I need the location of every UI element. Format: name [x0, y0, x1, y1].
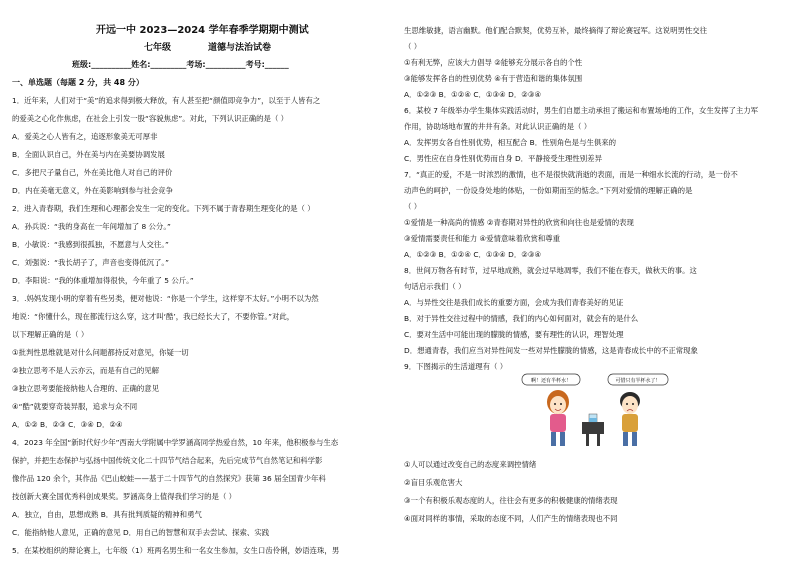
question-text-line: 8．世间万物各有时节，过早地成熟，就会过早地凋零，我们不能在春天，做秋天的事。这	[404, 266, 697, 275]
exam-subject: 道德与法治试卷	[208, 43, 272, 53]
question-text-line: ③独立思考要能接纳他人合理的、正确的意见	[12, 384, 160, 393]
question-text-line: C．要对生活中可能出现的朦胧的情感，要有理性的认识，理智处理	[404, 330, 624, 339]
bubble-left-text: 啊！还有半杯水！	[530, 378, 572, 384]
question-text-line: ③能够发挥各自的性别优势 ④有于营造和谐的集体氛围	[404, 74, 583, 83]
question-text-line: D．内在美毫无意义，外在美影响到参与社会竞争	[12, 186, 173, 195]
question-text-line: C．能指纳他人意见，正确的意见 D．用自己的智慧和双手去尝试、探索、实践	[12, 528, 270, 537]
question-text-line: A．①② B．②③ C．③④ D．②④	[12, 420, 123, 429]
question-text-line: 1．近年来，人们对于“美”的追求得到极大释放，有人甚至把“颜值即竞争力”，以至于人皆有之	[12, 96, 321, 105]
question-text-line: A．①②③ B．①②④ C．①③④ D．②③④	[404, 90, 542, 99]
question-text-line: B．对于异性交往过程中的情感，我们的内心如何面对，就会有的是什么	[404, 314, 639, 323]
question-text-line: 地说：“你懂什么，现在都流行这么穿，这才叫‘酷’，我已经长大了，不要你管。”对此，	[12, 312, 295, 321]
question-text-line: ④面对同样的事情，采取的态度不同，人们产生的情绪表现也不同	[404, 514, 618, 523]
question-text-line: ②盲目乐观危害大	[404, 478, 463, 487]
question-text-line: A．独立，自由，思想成熟 B．具有批判质疑的精神和勇气	[12, 510, 202, 519]
question-text-line: 3．.妈妈发现小明的穿着有些另类，便对他说：“你是一个学生，这样穿不太好。”小明不以为然	[12, 294, 319, 303]
student-info-line: 班级:__________姓名:_________考场:__________考号:______	[72, 60, 289, 69]
question-text-line: D．想通青春，我们应当对异性间发一些对异性朦胧的情感，这是青春成长中的不正常现象	[404, 346, 698, 355]
question-text-line: 像作品 120 余个，其作品《巴山蛟蛙——基于二十四节气的自然探究》获第 36 届全国青少年科	[12, 474, 326, 483]
question-text-line: 一、单选题（每题 2 分，共 48 分）	[12, 78, 144, 87]
question-text-line: C．多把尺子量自己，外在美比他人对自己的评价	[12, 168, 173, 177]
question-text-line: D．李阳说：“我的体重增加得很快，今年重了 5 公斤。”	[12, 276, 194, 285]
boy-figure	[620, 392, 640, 446]
question-text-line: B．小敏说：“我感到很孤独，不愿意与人交往。”	[12, 240, 169, 249]
question-text-line: 5．在某校组织的辩论赛上，七年级（1）班两名男生和一名女生参加，女生口齿伶俐，妙语连珠，男	[12, 546, 340, 555]
question-text-line: C．刘强说：“我长胡子了，声音也变得低沉了。”	[12, 258, 169, 267]
question-text-line: 的爱美之心化作焦虑，在社会上引发一股“容貌焦虑”。对此，下列认识正确的是（ ）	[12, 114, 289, 123]
question-text-line: A．与异性交往是我们成长的重要方面，会成为我们青春美好的见证	[404, 298, 624, 307]
question-text-line: 4．2023 年全国“新时代好少年”西南大学附属中学罗涵高同学热爱自然，10 年来，他积极参与生态	[12, 438, 339, 447]
question-text-line: 6．某校 7 年级举办学生集体实践活动时，男生们自愿主动承担了搬运和布置场地的工作，女生发挥了主力军	[404, 106, 759, 115]
question-text-line: ①人可以通过改变自己的态度来调控情绪	[404, 460, 537, 469]
question-text-line: A．发挥男女各自性别优势，相互配合 B．性别角色是与生俱来的	[404, 138, 617, 147]
question-text-line: 2．进入青春期，我们生理和心理都会发生一定的变化。下列不属于青春期生理变化的是（ ）	[12, 204, 315, 213]
question-text-line: 作用，协助场地布置的井井有条。对此认识正确的是（ ）	[404, 122, 592, 131]
girl-figure	[547, 390, 569, 446]
emotion-illustration	[520, 372, 670, 452]
question-text-line: ①有利无弊，应该大力倡导 ②能够充分展示各自的个性	[404, 58, 583, 67]
question-text-line: ①爱情是一种高尚的情感 ②青春期对异性的欣赏和向往也是爱情的表现	[404, 218, 634, 227]
question-text-line: 生思维敏捷，语言幽默。他们配合默契，优势互补，最终摘得了辩论赛冠军。这说明男性交往	[404, 26, 708, 35]
question-text-line: 保护，并把生态保护与弘扬中国传统文化二十四节气结合起来，先后完成节气自然笔记和科学影	[12, 456, 323, 465]
question-text-line: 9．下图揭示的生活道理有（ ）	[404, 362, 508, 371]
question-text-line: ②独立思考不是人云亦云，而是有自己的见解	[12, 366, 160, 375]
table-with-glass	[582, 414, 604, 446]
question-text-line: A．①②③ B．①②④ C．①③④ D．②③④	[404, 250, 542, 259]
question-text-line: A．爱美之心人皆有之，追逐形象美无可厚非	[12, 132, 158, 141]
question-text-line: ③爱情需要责任和能力 ④爱情意味着欣赏和尊重	[404, 234, 561, 243]
question-text-line: ④“酷”就要穿奇装异服，追求与众不同	[12, 402, 138, 411]
question-text-line: ①批判性思维就是对什么问题都持反对意见，你疑一切	[12, 348, 189, 357]
exam-title: 开远一中 2023—2024 学年春季学期期中测试	[96, 25, 309, 36]
question-text-line: 动声色的呵护，一份设身处地的体贴，一份如期而至的惦念。”下列对爱情的理解正确的是	[404, 186, 693, 195]
question-text-line: C．男性应在自身性别优势而自身 D．平静接受生理性别差异	[404, 154, 602, 163]
question-text-line: B．全面认识自己，外在美与内在美要协调发展	[12, 150, 165, 159]
bubble-right-text: 可惜只有半杯水了！	[615, 378, 661, 384]
question-text-line: 7．“真正的爱，不是一时浓烈的激情，也不是很快就消逝的表面，而是一种细水长流的行动，是一份不	[404, 170, 738, 179]
question-text-line: 句话启示我们（ ）	[404, 282, 466, 291]
question-text-line: （ ）	[404, 42, 422, 51]
question-text-line: （ ）	[404, 202, 422, 211]
question-text-line: 技创新大赛全国优秀科创成果奖。罗涵高身上值得我们学习的是（ ）	[12, 492, 237, 501]
question-text-line: 以下理解正确的是（ ）	[12, 330, 89, 339]
exam-grade: 七年级	[144, 43, 172, 53]
question-text-line: A．孙兵说：“我的身高在一年间增加了 8 公分。”	[12, 222, 171, 231]
question-text-line: ③一个有积极乐观态度的人，往往会有更多的积极健康的情绪表现	[404, 496, 618, 505]
